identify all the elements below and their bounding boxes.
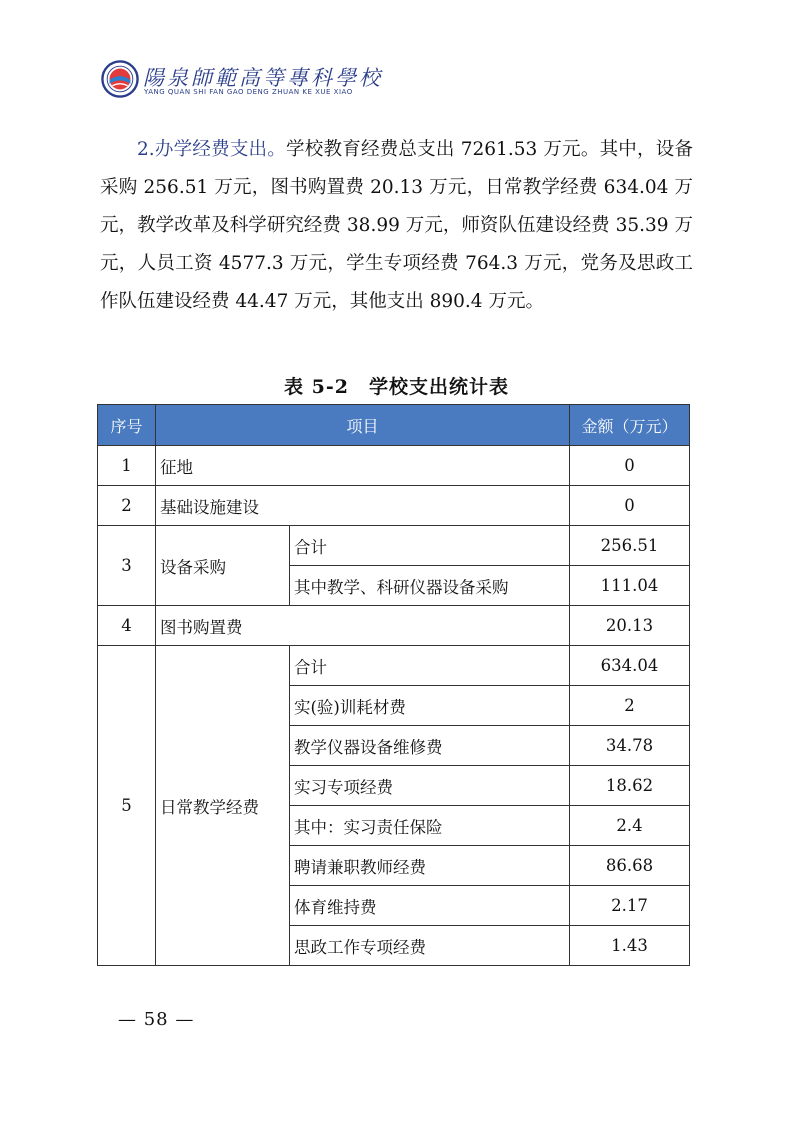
sub-item-label: 其中教学、科研仪器设备采购 <box>290 566 570 606</box>
expenditure-table <box>97 404 690 966</box>
row-item: 征地 <box>156 446 570 486</box>
header-item: 项目 <box>156 405 570 446</box>
school-name-cn: 陽泉師範高等專科學校 <box>143 66 383 90</box>
row-item: 设备采购 <box>156 526 290 606</box>
table-row <box>98 526 690 566</box>
sub-item-label: 体育维持费 <box>290 886 570 926</box>
sub-item-label: 实(验)训耗材费 <box>290 686 570 726</box>
table-row <box>98 486 690 526</box>
sub-item-label: 其中：实习责任保险 <box>290 806 570 846</box>
row-no: 3 <box>98 526 156 606</box>
sub-item-label: 合计 <box>290 646 570 686</box>
sub-item-amount: 256.51 <box>570 526 690 566</box>
sub-item-amount: 1.43 <box>570 926 690 966</box>
row-item: 图书购置费 <box>156 606 570 646</box>
row-no: 1 <box>98 446 156 486</box>
school-logo-icon <box>101 60 139 98</box>
sub-item-amount: 34.78 <box>570 726 690 766</box>
table-row <box>98 446 690 486</box>
row-amount: 20.13 <box>570 606 690 646</box>
row-no: 5 <box>98 646 156 966</box>
sub-item-amount: 2 <box>570 686 690 726</box>
sub-item-label: 聘请兼职教师经费 <box>290 846 570 886</box>
row-amount: 0 <box>570 486 690 526</box>
sub-item-label: 教学仪器设备维修费 <box>290 726 570 766</box>
sub-item-amount: 2.17 <box>570 886 690 926</box>
table-caption: 表 5-2 学校支出统计表 <box>284 376 509 398</box>
sub-item-amount: 634.04 <box>570 646 690 686</box>
sub-item-label: 思政工作专项经费 <box>290 926 570 966</box>
table-row <box>98 646 690 686</box>
table-header-row <box>98 405 690 446</box>
expenditure-paragraph <box>100 131 693 321</box>
page-header <box>101 58 383 102</box>
header-no: 序号 <box>98 405 156 446</box>
paragraph-body: 学校教育经费总支出 7261.53 万元。其中，设备采购 256.51 万元，图书购置费 20.13 万元，日常教学经费 634.04 万元，教学改革及科学研究经费 38.99 万元，师资队伍建设经费 35.39 万元，人员工资 4577.3 万元，学生专项经费 764.3 万元，党务及思政工作队伍建设经费 44.47 万元，其他支出 890.4 万元。 <box>100 139 694 312</box>
paragraph-lead: 2.办学经费支出。 <box>137 139 287 160</box>
row-item: 基础设施建设 <box>156 486 570 526</box>
row-no: 2 <box>98 486 156 526</box>
sub-item-amount: 2.4 <box>570 806 690 846</box>
sub-item-amount: 111.04 <box>570 566 690 606</box>
header-amount: 金额（万元） <box>570 405 690 446</box>
page-number: — 58 — <box>118 1009 195 1030</box>
table-row <box>98 606 690 646</box>
sub-item-label: 合计 <box>290 526 570 566</box>
row-no: 4 <box>98 606 156 646</box>
row-amount: 0 <box>570 446 690 486</box>
sub-item-label: 实习专项经费 <box>290 766 570 806</box>
sub-item-amount: 18.62 <box>570 766 690 806</box>
sub-item-amount: 86.68 <box>570 846 690 886</box>
school-name-en: YANG QUAN SHI FAN GAO DENG ZHUAN KE XUE XIAO <box>144 88 353 96</box>
row-item: 日常教学经费 <box>156 646 290 966</box>
